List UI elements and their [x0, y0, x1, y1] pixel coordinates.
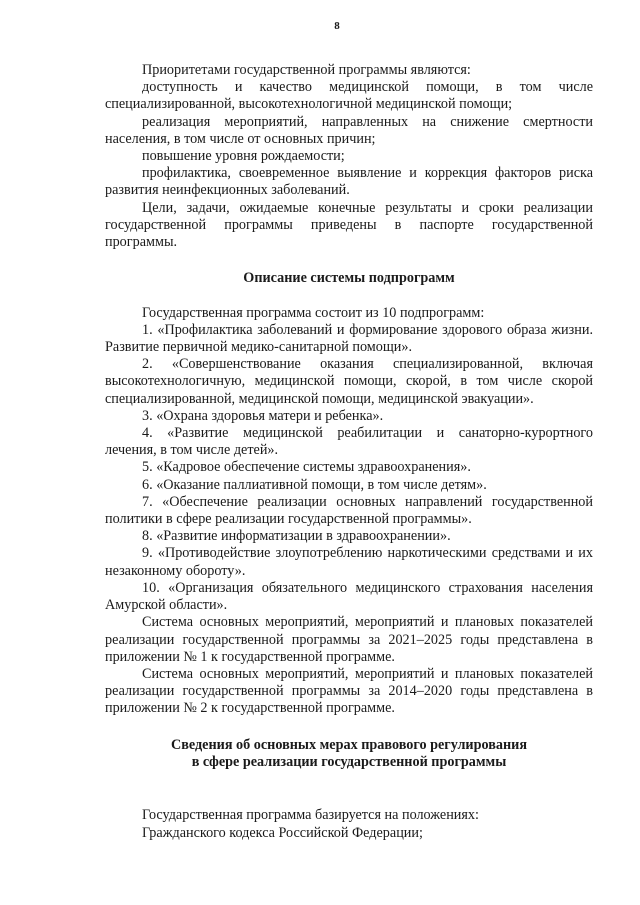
- list-item: 8. «Развитие информатизации в здравоохранении».: [142, 528, 451, 545]
- subprograms-section: [105, 270, 593, 717]
- paragraph: профилактика, своевременное выявление и коррекция факторов риска развития неинфекционных заболеваний.: [105, 165, 593, 199]
- list-item: 10. «Организация обязательного медицинского страхования населения Амурской области».: [105, 579, 593, 614]
- paragraph: реализация мероприятий, направленных на снижение смертности населения, в том числе от основных причин;: [105, 113, 593, 147]
- paragraph: доступность и качество медицинской помощи, в том числе специализированной, высокотехнологичной медицинской помощи;: [105, 79, 593, 113]
- section-heading: Описание системы подпрограмм: [243, 270, 455, 287]
- document-page: [105, 20, 593, 842]
- paragraph: Гражданского кодекса Российской Федерации;: [142, 824, 423, 841]
- list-item: 4. «Развитие медицинской реабилитации и санаторно-курортного лечения, в том числе детей».: [105, 425, 593, 459]
- paragraph: повышение уровня рождаемости;: [142, 148, 345, 165]
- paragraph: Система основных мероприятий, мероприятий и плановых показателей реализации государственной программы за 2014–2020 годы представлена в приложении № 2 к государственной программе.: [105, 665, 593, 717]
- list-item: 2. «Совершенствование оказания специализированной, включая высокотехнологичную, медицинской помощи, скорой, в том числе скорой специализированной, медицинской помощи, медицинской эвакуации».: [105, 356, 593, 407]
- paragraph: Приоритетами государственной программы являются:: [142, 62, 471, 78]
- list-item: 5. «Кадровое обеспечение системы здравоохранения».: [142, 459, 471, 476]
- paragraph: Цели, задачи, ожидаемые конечные результаты и сроки реализации государственной программы приведены в паспорте государственной программы.: [105, 199, 593, 251]
- priorities-section: [105, 62, 593, 251]
- paragraph: Система основных мероприятий, мероприятий и плановых показателей реализации государственной программы за 2021–2025 годы представлена в приложении № 1 к государственной программе.: [105, 614, 593, 665]
- list-item: 6. «Оказание паллиативной помощи, в том числе детям».: [142, 476, 487, 493]
- list-item: 3. «Охрана здоровья матери и ребенка».: [142, 407, 384, 424]
- section-heading: Сведения об основных мерах правового регулирования: [170, 736, 527, 753]
- list-item: 9. «Противодействие злоупотреблению наркотическими средствами и их незаконному обороту».: [105, 545, 593, 579]
- paragraph: Государственная программа базируется на положениях:: [142, 807, 479, 824]
- list-item: 7. «Обеспечение реализации основных направлений государственной политики в сфере реализации государственной программы».: [105, 493, 593, 528]
- section-heading: в сфере реализации государственной программы: [191, 753, 507, 770]
- legal-regulation-section: [105, 737, 593, 842]
- page-number: 8: [334, 20, 340, 32]
- paragraph: Государственная программа состоит из 10 подпрограмм:: [142, 304, 485, 321]
- list-item: 1. «Профилактика заболеваний и формирование здорового образа жизни. Развитие первичной медико-санитарной помощи».: [105, 321, 593, 356]
